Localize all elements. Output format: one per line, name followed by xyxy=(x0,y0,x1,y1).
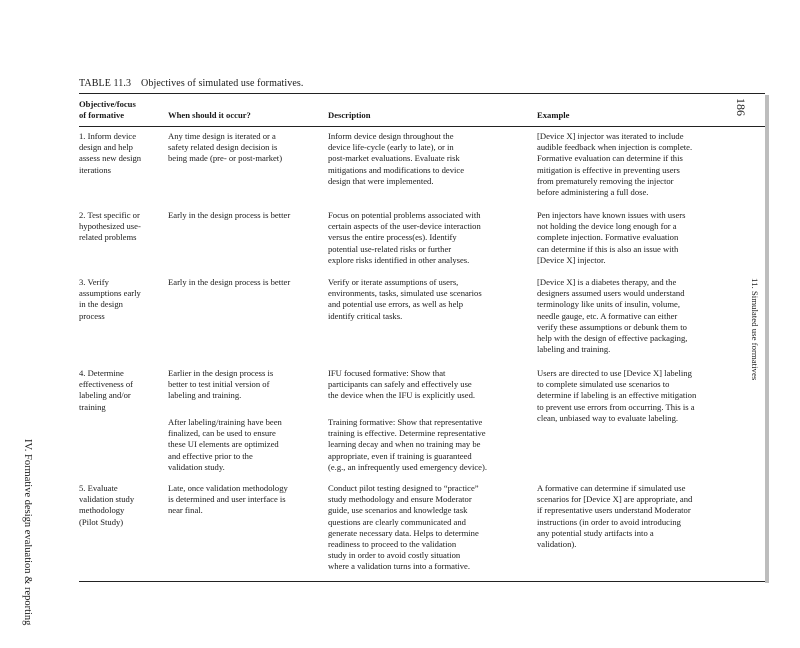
running-head-left: IV. Formative design evaluation & reporting xyxy=(22,439,33,626)
table-title: Objectives of simulated use formatives. xyxy=(141,78,304,89)
table-header-rule xyxy=(79,126,765,127)
row4-example: Users are directed to use [Device X] labeling to complete simulated use scenarios to determine if labeling is an effective mitigation to prevent use errors from occurring. This is a clean, unbiased way to evaluate labeling. xyxy=(537,368,697,423)
row5-objective: 5. Evaluate validation study methodology (Pilot Study) xyxy=(79,483,135,527)
row3-when: Early in the design process is better xyxy=(168,277,291,287)
row4-description-2: Training formative: Show that representative training is effective. Determine representative learning decay and when no training may be appropriate, even if training is guaranteed (e.g., an infrequently used emergency device). xyxy=(328,417,487,472)
page-number: 186 xyxy=(734,98,748,116)
table-caption xyxy=(79,78,304,89)
header-example: Example xyxy=(537,110,570,120)
running-head-right: 11. Simulated use formatives xyxy=(750,278,760,381)
row4-description: IFU focused formative: Show that participants can safely and effectively use the device when the IFU is explicitly used. xyxy=(328,368,476,401)
row4-when: Earlier in the design process is better to test initial version of labeling and training. xyxy=(168,368,274,401)
header-objective: Objective/focus of formative xyxy=(79,99,136,120)
row2-description: Focus on potential problems associated with certain aspects of the user-device interaction versus the entire process(es). Identify potential use-related risks or further explore risks identified in other analyses. xyxy=(328,210,481,265)
row1-example: [Device X] injector was iterated to include audible feedback when injection is complete. Formative evaluation can determine if this mitigation is effective in preventing users from prematurely removing the injector before administering a full dose. xyxy=(537,131,693,198)
row3-description: Verify or iterate assumptions of users, environments, tasks, simulated use scenarios and potential use errors, as well as help identify critical tasks. xyxy=(328,277,482,321)
row3-example: [Device X] is a diabetes therapy, and the designers assumed users would understand terminology like units of insulin, volume, needle gauge, etc. A formative can either verify these assumptions or debunk them to help with the design of effective packaging, labeling and training. xyxy=(537,277,688,355)
row2-when: Early in the design process is better xyxy=(168,210,291,220)
row1-when: Any time design is iterated or a safety related design decision is being made (pre- or post-market) xyxy=(168,131,283,164)
row3-objective: 3. Verify assumptions early in the design process xyxy=(79,277,141,321)
row4-objective: 4. Determine effectiveness of labeling and/or training xyxy=(79,368,134,412)
table-top-rule xyxy=(79,93,765,94)
header-description: Description xyxy=(328,110,371,120)
page-edge-bar xyxy=(765,95,769,583)
row5-description: Conduct pilot testing designed to “practice” study methodology and ensure Moderator guide, use scenarios and knowledge task questions are clearly communicated and generate necessary data. Helps to determine readiness to proceed to the validation study in order to avoid costly situation where a validation turns into a formative. xyxy=(328,483,479,572)
table-bottom-rule xyxy=(79,581,765,582)
row1-description: Inform device design throughout the device life-cycle (early to late), or in post-market evaluations. Evaluate risk mitigations and modifications to device design that were implemented. xyxy=(328,131,465,186)
row2-example: Pen injectors have known issues with users not holding the device long enough for a complete injection. Formative evaluation can determine if this is also an issue with [Device X] injector. xyxy=(537,210,686,265)
header-when: When should it occur? xyxy=(168,110,251,120)
table-number: TABLE 11.3 xyxy=(79,78,132,89)
row5-example: A formative can determine if simulated use scenarios for [Device X] are appropriate, and if representative users understand Moderator instructions (in order to avoid introducing any potential study artifacts into a validation). xyxy=(537,483,693,550)
row2-objective: 2. Test specific or hypothesized use- related problems xyxy=(79,210,141,243)
row4-when-2: After labeling/training have been finalized, can be used to ensure these UI elements are optimized and effective prior to the validation study. xyxy=(168,417,282,472)
row5-when: Late, once validation methodology is determined and user interface is near final. xyxy=(168,483,288,516)
row1-objective: 1. Inform device design and help assess new design iterations xyxy=(79,131,142,175)
